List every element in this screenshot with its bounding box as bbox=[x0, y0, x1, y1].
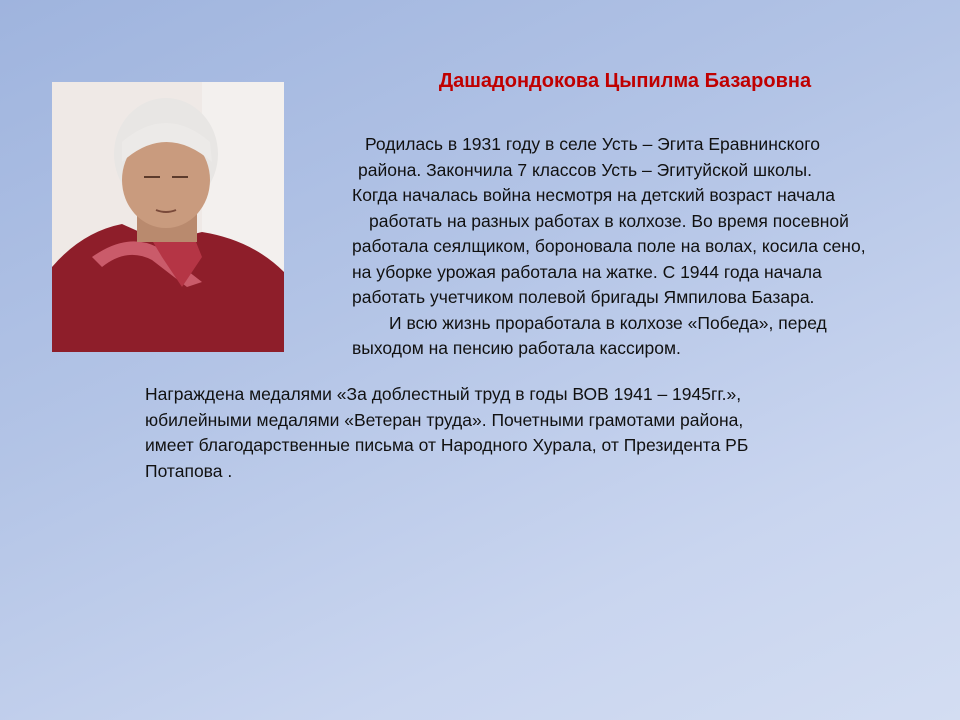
bio-line: района. Закончила 7 классов Усть – Эгитуйской школы. bbox=[358, 159, 812, 180]
awards-line: Награждена медалями «За доблестный труд в годы ВОВ 1941 – 1945гг.», bbox=[145, 384, 742, 404]
bio-line: работать на разных работах в колхозе. Во время посевной bbox=[369, 210, 849, 231]
bio-line: работала сеялщиком, бороновала поле на волах, косила сено, bbox=[352, 236, 866, 256]
person-name-title: Дашадондокова Цыпилма Базаровна bbox=[438, 70, 812, 92]
biography-text bbox=[313, 132, 938, 362]
awards-line: юбилейными медалями «Ветеран труда». Почетными грамотами района, bbox=[145, 409, 744, 430]
bio-line: Родилась в 1931 году в селе Усть – Эгита Еравнинского bbox=[365, 134, 820, 154]
portrait-photo bbox=[52, 82, 284, 352]
bio-line: работать учетчиком полевой бригады Ямпилова Базара. bbox=[352, 287, 815, 307]
bio-line: выходом на пенсию работала кассиром. bbox=[352, 338, 681, 358]
bio-line: Когда началась война несмотря на детский возраст начала bbox=[352, 185, 835, 205]
bio-line: на уборке урожая работала на жатке. С 1944 года начала bbox=[352, 261, 822, 282]
awards-line: имеет благодарственные письма от Народного Хурала, от Президента РБ bbox=[145, 435, 749, 455]
awards-line: Потапова . bbox=[145, 460, 233, 481]
bio-line: И всю жизнь проработала в колхозе «Победа», перед bbox=[389, 312, 827, 333]
awards-text bbox=[145, 382, 905, 484]
